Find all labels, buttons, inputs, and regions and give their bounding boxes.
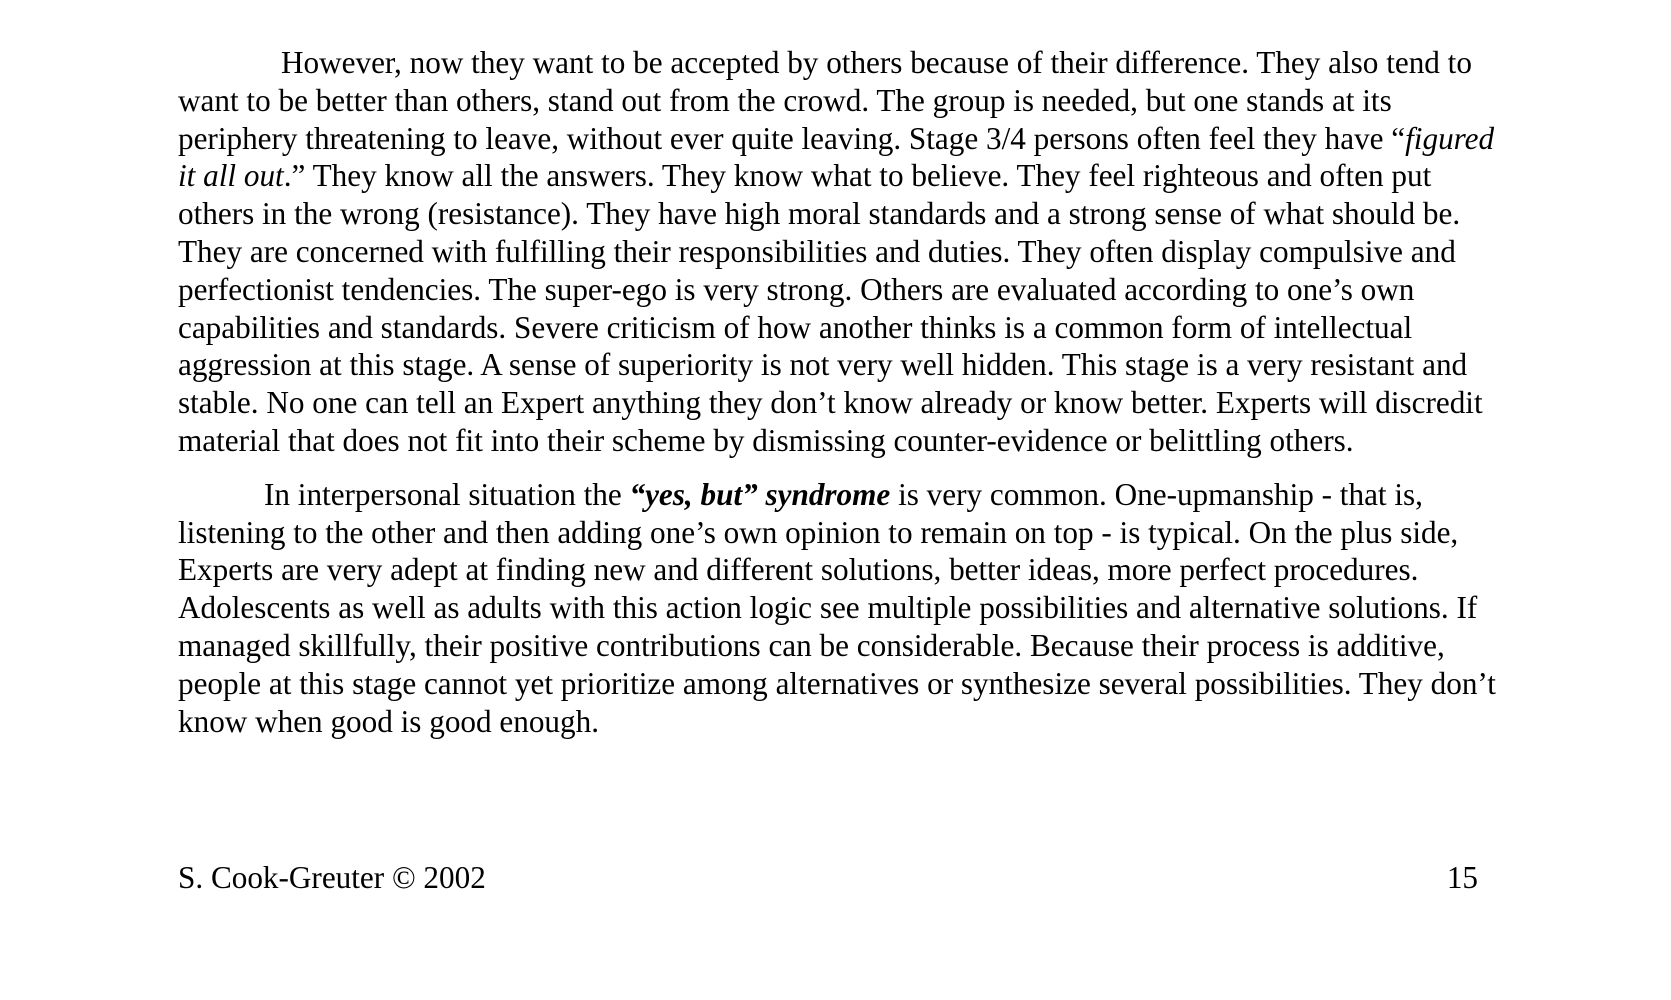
document-body	[178, 44, 1498, 740]
page-footer	[178, 858, 1478, 898]
paragraph-1-italic-phrase: figured it all out	[178, 120, 1495, 194]
paragraph-2	[178, 476, 1498, 741]
paragraph-1	[178, 44, 1498, 460]
footer-page-number: 15	[1446, 860, 1478, 895]
paragraph-2-text-end: is very common. One-upmanship - that is, listening to the other and then adding one’s own opinion to remain on top - is typical. On the plus side, Experts are very adept at finding new and different solutions, better ideas, more perfect procedures. Adolescents as well as adults with this action logic see multiple possibilities and alternative solutions. If managed skillfully, their positive contributions can be considerable. Because their process is additive, people at this stage cannot yet prioritize among alternatives or synthesize several possibilities. They don’t know when good is good enough.	[178, 476, 1496, 739]
paragraph-1-text-start: However, now they want to be accepted by others because of their difference. They also tend to want to be better than others, stand out from the crowd. The group is needed, but one stands at its periphery threatening to leave, without ever quite leaving. Stage 3/4 persons often feel they have “	[178, 45, 1472, 156]
footer-author-copyright: S. Cook-Greuter © 2002	[178, 860, 486, 895]
paragraph-1-text-end: .” They know all the answers. They know what to believe. They feel righteous and often put others in the wrong (resistance). They have high moral standards and a strong sense of what should be. They are concerned with fulfilling their responsibilities and duties. They often display compulsive and perfectionist tendencies. The super-ego is very strong. Others are evaluated according to one’s own capabilities and standards. Severe criticism of how another thinks is a common form of intellectual aggression at this stage. A sense of superiority is not very well hidden. This stage is a very resistant and stable. No one can tell an Expert anything they don’t know already or know better. Experts will discredit material that does not fit into their scheme by dismissing counter-evidence or belittling others.	[178, 158, 1483, 458]
paragraph-2-bold-italic-phrase: “yes, but” syndrome	[629, 476, 891, 512]
paragraph-2-text-start: In interpersonal situation the	[264, 476, 630, 512]
